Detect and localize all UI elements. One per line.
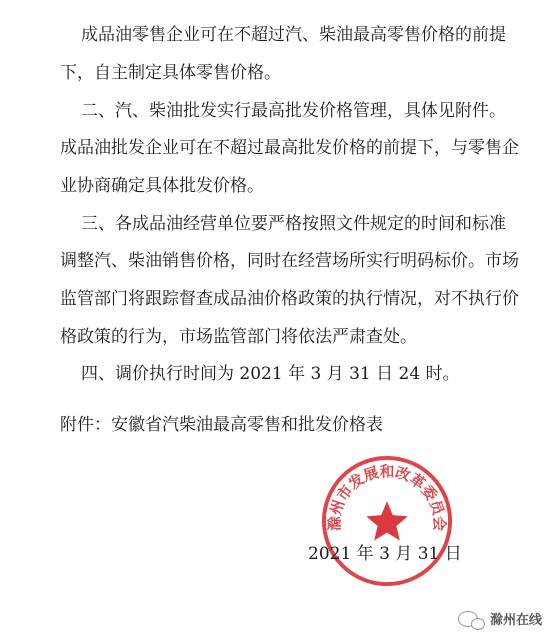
wechat-icon	[458, 611, 478, 627]
body-line: 监管部门将跟踪督查成品油价格政策的执行情况，对不执行价	[60, 289, 519, 309]
seal-text: 滁州市发展和改革委员会	[326, 463, 448, 532]
body-line: 格政策的行为，市场监管部门将依法严肃查处。	[60, 327, 417, 347]
body-line: 四、调价执行时间为 2021 年 3 月 31 日 24 时。	[81, 364, 460, 384]
attachment-line: 附件：安徽省汽柴油最高零售和批发价格表	[60, 415, 383, 435]
document-date: 2021 年 3 月 31 日	[308, 544, 462, 564]
star-icon	[366, 501, 407, 540]
body-line: 成品油零售企业可在不超过汽、柴油最高零售价格的前提	[81, 25, 506, 45]
body-line: 下，自主制定具体零售价格。	[60, 63, 281, 83]
watermark-footer	[458, 609, 542, 628]
body-line: 三、各成品油经营单位要严格按照文件规定的时间和标准	[81, 214, 506, 234]
body-line: 成品油批发企业可在不超过最高批发价格的前提下，与零售企	[60, 138, 519, 158]
official-seal	[318, 452, 456, 590]
body-line: 业协商确定具体批发价格。	[60, 176, 264, 196]
body-line: 二、汽、柴油批发实行最高批发价格管理，具体见附件。	[81, 101, 506, 121]
body-line: 调整汽、柴油销售价格，同时在经营场所实行明码标价。市场	[60, 251, 519, 271]
footer-source: 滁州在线	[489, 613, 542, 628]
